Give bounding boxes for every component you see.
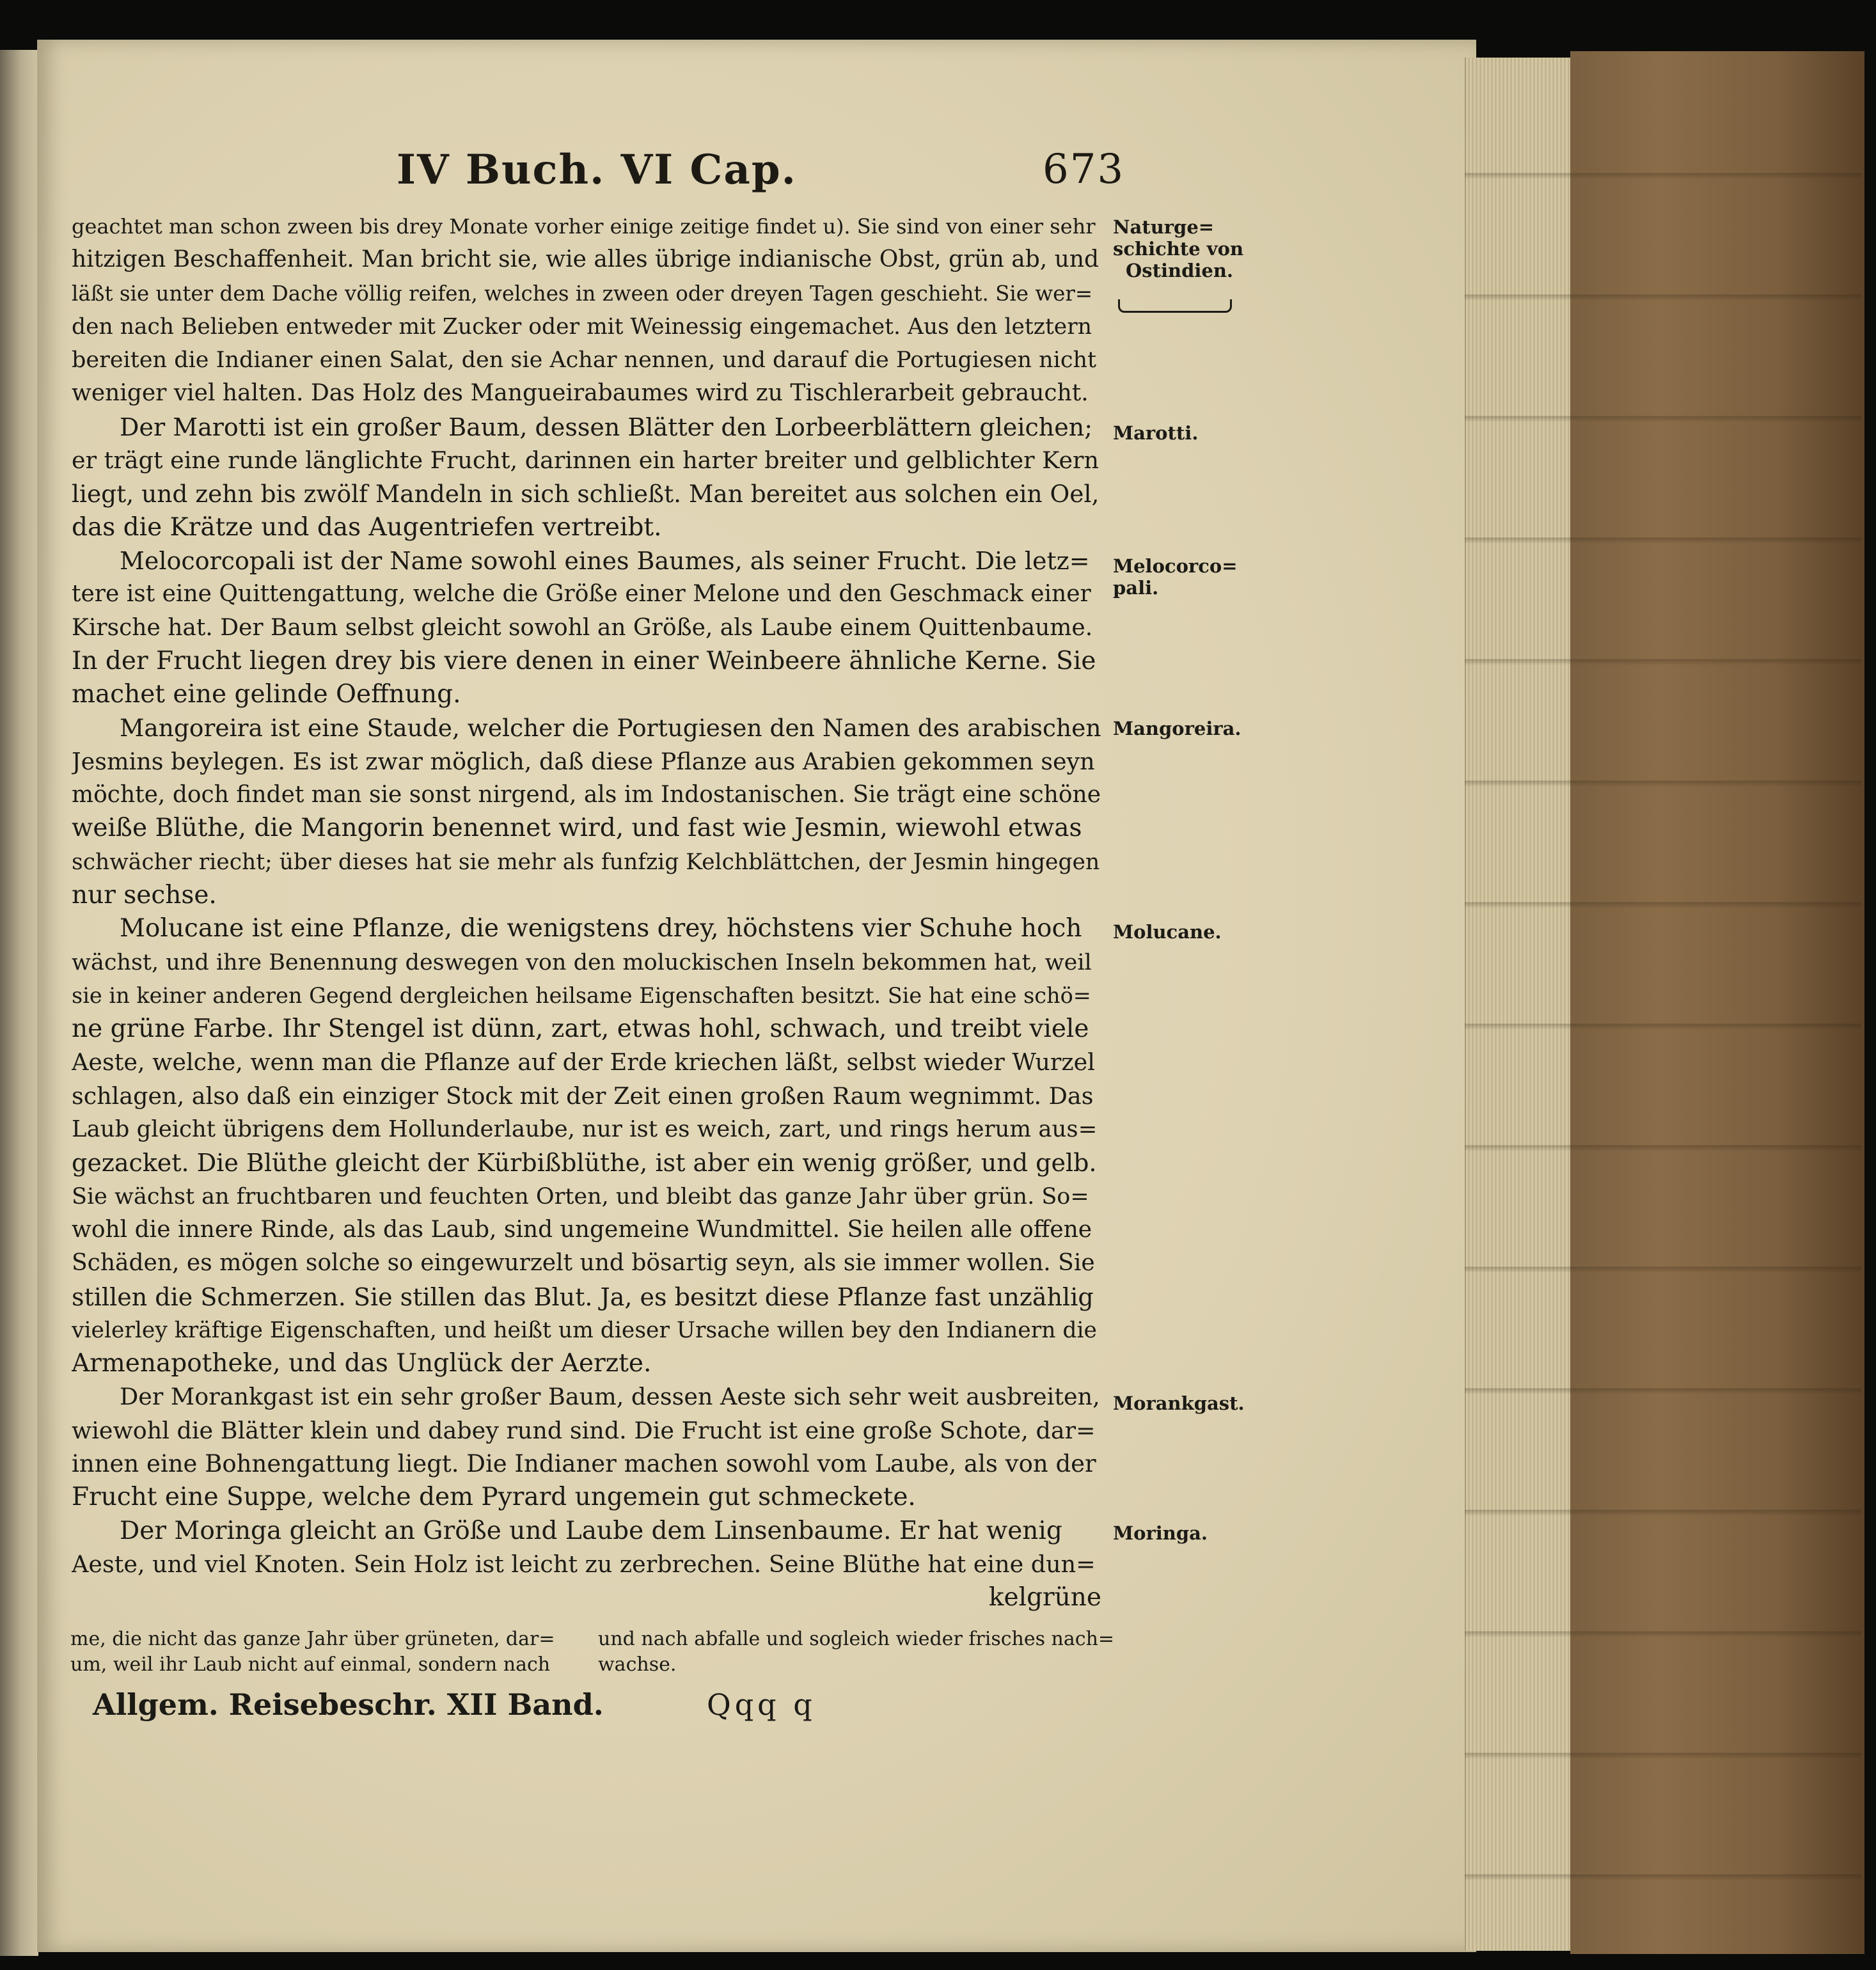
page-number: 673 [1043, 146, 1125, 193]
text-line: In der Frucht liegen drey bis viere denen in einer Weinbeere ähnliche Kerne. Sie [72, 646, 1096, 675]
text-line: kelgrüne [988, 1583, 1101, 1612]
text-line: ne grüne Farbe. Ihr Stengel ist dünn, zart, etwas hohl, schwach, und treibt viele [72, 1014, 1089, 1044]
margin-note-line: schichte von [1113, 238, 1244, 260]
text-line: schwächer riecht; über dieses hat sie mehr als funfzig Kelchblättchen, der Jesmin hingegen [72, 849, 1100, 875]
text-line: Mangoreira ist eine Staude, welcher die Portugiesen den Namen des arabischen [120, 714, 1101, 743]
text-line: Laub gleicht übrigens dem Hollunderlaube, nur ist es weich, zart, und rings herum aus= [72, 1116, 1098, 1143]
text-line: nur sechse. [72, 880, 217, 910]
margin-note-line: Ostindien. [1126, 260, 1234, 281]
text-line: Aeste, welche, wenn man die Pflanze auf der Erde kriechen läßt, selbst wieder Wurzel [72, 1048, 1095, 1076]
text-line: Jesmins beylegen. Es ist zwar möglich, daß diese Pflanze aus Arabien gekommen seyn [72, 747, 1095, 775]
text-line: Der Marotti ist ein großer Baum, dessen Blätter den Lorbeerblättern gleichen; [120, 413, 1093, 441]
margin-note-line: Melocorco= [1113, 555, 1238, 577]
text-line: wohl die innere Rinde, als das Laub, sind ungemeine Wundmittel. Sie heilen alle offene [72, 1216, 1092, 1243]
text-line: das die Krätze und das Augentriefen vertreibt. [72, 512, 662, 542]
margin-note-marotti: Marotti. [1113, 422, 1199, 444]
margin-note-morankgast: Morankgast. [1113, 1392, 1245, 1414]
text-line: innen eine Bohnengattung liegt. Die Indianer machen sowohl vom Laube, als von der [72, 1449, 1096, 1478]
footnote-line: wachse. [598, 1653, 677, 1676]
signature-line [93, 1687, 988, 1732]
text-line: vielerley kräftige Eigenschaften, und heißt um dieser Ursache willen bey den Indianern die [72, 1317, 1097, 1343]
text-line: gezacket. Die Blüthe gleicht der Kürbißblüthe, ist aber ein wenig größer, und gelb. [72, 1149, 1097, 1178]
body-text [72, 210, 1101, 1614]
text-line: Armenapotheke, und das Unglück der Aerzte. [72, 1349, 652, 1378]
footnote-line: und nach abfalle und sogleich wieder frisches nach= [598, 1628, 1115, 1650]
text-line: läßt sie unter dem Dache völlig reifen, welches in zween oder dreyen Tagen geschieht. Sie wer= [72, 281, 1093, 306]
text-line: Frucht eine Suppe, welche dem Pyrard ungemein gut schmeckete. [72, 1483, 916, 1512]
text-line: machet eine gelinde Oeffnung. [72, 680, 461, 709]
previous-page-edge [0, 50, 38, 1956]
footnote-line: me, die nicht das ganze Jahr über grüneten, dar= [70, 1628, 555, 1650]
text-line: Molucane ist eine Pflanze, die wenigstens drey, höchstens vier Schuhe hoch [120, 914, 1082, 943]
running-header [397, 146, 1125, 197]
margin-note-line: pali. [1113, 577, 1159, 599]
text-line: Der Moringa gleicht an Größe und Laube dem Linsenbaume. Er hat wenig [120, 1516, 1062, 1545]
text-line: wächst, und ihre Benennung deswegen von den moluckischen Inseln bekommen hat, weil [72, 949, 1092, 975]
text-line: geachtet man schon zween bis drey Monate vorher einige zeitige findet u). Sie sind von einer sehr [72, 214, 1096, 239]
text-line: stillen die Schmerzen. Sie stillen das Blut. Ja, es besitzt diese Pflanze fast unzählig [72, 1282, 1094, 1311]
page-edges [1465, 58, 1575, 1951]
text-line: wiewohl die Blätter klein und dabey rund sind. Die Frucht ist eine große Schote, dar= [72, 1416, 1096, 1444]
text-line: liegt, und zehn bis zwölf Mandeln in sich schließt. Man bereitet aus solchen ein Oel, [72, 480, 1100, 508]
margin-note-naturgeschichte [1113, 216, 1243, 281]
signature-title: Allgem. Reisebeschr. XII Band. [93, 1687, 604, 1722]
book-cover [1570, 51, 1864, 1954]
margin-note-mangoreira: Mangoreira. [1113, 718, 1241, 739]
signature-mark: Qqq q [707, 1687, 816, 1722]
footnote-column-right [598, 1627, 1114, 1678]
text-line: möchte, doch findet man sie sonst nirgend, als im Indostanischen. Sie trägt eine schöne [72, 782, 1101, 808]
margin-note-molucane: Molucane. [1113, 921, 1222, 943]
header-title: IV Buch. VI Cap. [397, 146, 797, 194]
text-line: tere ist eine Quittengattung, welche die Größe einer Melone und den Geschmack einer [72, 581, 1091, 608]
margin-note-moringa: Moringa. [1113, 1522, 1208, 1544]
text-line: Der Morankgast ist ein sehr großer Baum, dessen Aeste sich sehr weit ausbreiten, [120, 1383, 1100, 1411]
footnote-column-left [70, 1627, 555, 1678]
margin-note-line: Naturge= [1113, 216, 1215, 238]
margin-brace [1118, 299, 1232, 313]
margin-note-melocorcopali [1113, 555, 1238, 599]
text-line: Sie wächst an fruchtbaren und feuchten Orten, und bleibt das ganze Jahr über grün. So= [72, 1183, 1089, 1210]
text-line: weniger viel halten. Das Holz des Mangueirabaumes wird zu Tischlerarbeit gebraucht. [72, 380, 1089, 407]
footnote-line: um, weil ihr Laub nicht auf einmal, sondern nach [70, 1653, 551, 1676]
text-line: Kirsche hat. Der Baum selbst gleicht sowohl an Größe, als Laube einem Quittenbaume. [72, 614, 1093, 641]
text-line: schlagen, also daß ein einziger Stock mit der Zeit einen großen Raum wegnimmt. Das [72, 1082, 1094, 1110]
text-line: Melocorcopali ist der Name sowohl eines Baumes, als seiner Frucht. Die letz= [120, 546, 1090, 575]
text-line: den nach Belieben entweder mit Zucker oder mit Weinessig eingemachet. Aus den letztern [72, 313, 1092, 340]
text-line: bereiten die Indianer einen Salat, den sie Achar nennen, und darauf die Portugiesen nicht [72, 347, 1097, 374]
text-line: Schäden, es mögen solche so eingewurzelt und bösartig seyn, als sie immer wollen. Sie [72, 1250, 1095, 1277]
text-line: weiße Blüthe, die Mangorin benennet wird, und fast wie Jesmin, wiewohl etwas [72, 814, 1082, 843]
text-line: er trägt eine runde länglichte Frucht, darinnen ein harter breiter und gelblichter Kern [72, 446, 1099, 475]
text-line: sie in keiner anderen Gegend dergleichen heilsame Eigenschaften besitzt. Sie hat eine schö= [72, 982, 1091, 1008]
text-line: hitzigen Beschaffenheit. Man bricht sie, wie alles übrige indianische Obst, grün ab, und [72, 246, 1100, 273]
text-line: Aeste, und viel Knoten. Sein Holz ist leicht zu zerbrechen. Seine Blüthe hat eine dun= [72, 1550, 1096, 1578]
